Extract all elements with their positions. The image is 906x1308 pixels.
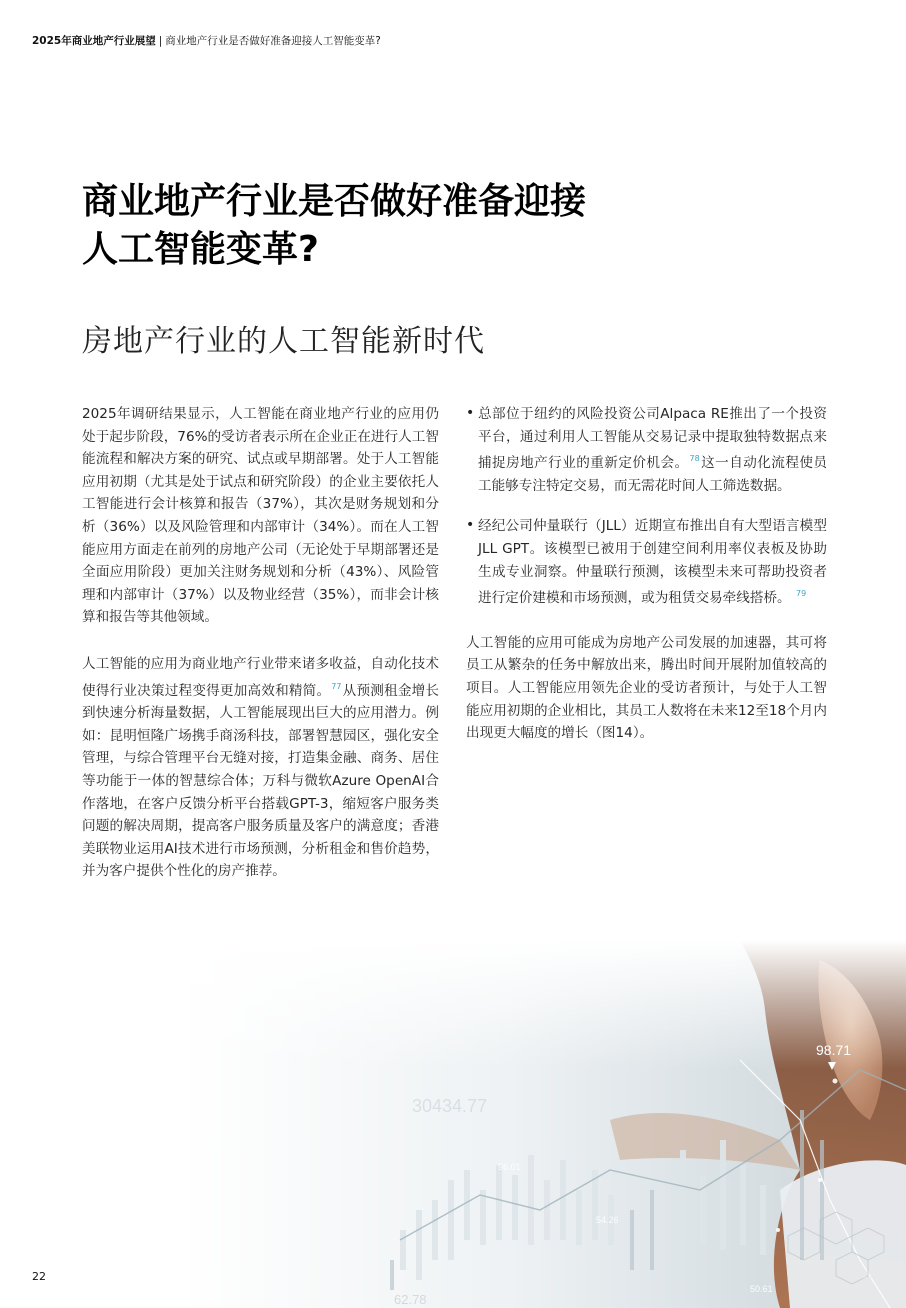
paragraph-ai-benefits	[82, 653, 439, 883]
paragraph-survey-results: 2025年调研结果显示，人工智能在商业地产行业的应用仍处于起步阶段，76%的受访者表示所在企业正在进行人工智能流程和解决方案的研究、试点或早期部署。处于人工智能应用初期（尤其是处于试点和研究阶段）的企业主要依托人工智能进行会计核算和报告（37%），其次是财务规划和分析（36%）以及风险管理和内部审计（34%）。而在人工智能应用方面走在前列的房地产公司（无论处于早期部署还是全面应用阶段）更加关注财务规划和分析（43%）、风险管理和内部审计（37%）以及物业经营（35%），而非会计核算和报告等其他领域。	[82, 406, 439, 626]
hero-label-e: 50.61	[750, 1284, 773, 1294]
paragraph-ai-accelerator: 人工智能的应用可能成为房地产公司发展的加速器，其可将员工从繁杂的任务中解放出来，腾出时间开展附加值较高的项目。人工智能应用领先企业的受访者预计，与处于人工智能应用初期的企业相比，其员工人数将在未来12至18个月内出现更大幅度的增长（图14）。	[466, 634, 827, 742]
list-item-jll	[466, 515, 827, 609]
page-title	[82, 178, 682, 274]
right-column	[466, 403, 827, 769]
publication-title: 2025年商业地产行业展望	[32, 35, 156, 47]
left-column	[82, 403, 439, 907]
running-header	[32, 33, 381, 48]
hero-label-c: 96.01	[498, 1162, 521, 1172]
hero-label-a: 98.71	[816, 1042, 852, 1058]
examples-list	[466, 403, 827, 610]
list-item-text: 经纪公司仲量联行（JLL）近期宣布推出自有大型语言模型JLL GPT。该模型已被用于创建空间利用率仪表板及协助生成专业洞察。仲量联行预测，该模型未来可帮助投资者进行定价建模和市场预测，或为租赁交易牵线搭桥。	[478, 518, 827, 607]
hero-label-g: 21.34	[862, 1269, 890, 1281]
footnote-ref-78[interactable]: 78	[689, 454, 700, 464]
list-item-text: 这一自动化流程使员工能够专注特定交易，而无需花时间人工筛选数据。	[478, 455, 828, 494]
title-line-2: 人工智能变革?	[82, 229, 319, 270]
list-item-alpaca	[466, 403, 827, 497]
page-subtitle: 房地产行业的人工智能新时代	[82, 324, 485, 359]
hero-label-b: 30434.77	[412, 1096, 488, 1116]
hero-label-f: 62.78	[394, 1292, 427, 1307]
hero-label-d: 54.26	[596, 1215, 619, 1225]
title-line-1: 商业地产行业是否做好准备迎接	[82, 181, 587, 222]
hero-image-ai-trading	[180, 940, 906, 1308]
list-item-text: 总部位于纽约的风险投资公司Alpaca RE推出了一个投资平台，通过利用人工智能从交易记录中提取独特数据点来捕捉房地产行业的重新定价机会。	[478, 406, 827, 472]
page-number: 22	[32, 1270, 46, 1283]
paragraph-text: 从预测租金增长到快速分析海量数据，人工智能展现出巨大的应用潜力。例如：昆明恒隆广场携手商汤科技，部署智慧园区，强化安全管理，与综合管理平台无缝对接，打造集金融、商务、居住等功能于一体的智慧综合体；万科与微软Azure OpenAI合作落地，在客户反馈分析平台搭载GPT-3，缩短客户服务类问题的解决周期，提高客户服务质量及客户的满意度；香港美联物业运用AI技术进行市场预测，分析租金和售价趋势，并为客户提供个性化的房产推荐。	[82, 682, 440, 880]
footnote-ref-79[interactable]: 79	[795, 589, 807, 599]
paragraph-text: 人工智能的应用为商业地产行业带来诸多收益，自动化技术使得行业决策过程变得更加高效和精简。	[82, 655, 439, 699]
section-title: 商业地产行业是否做好准备迎接人工智能变革?	[165, 35, 381, 47]
footnote-ref-77[interactable]: 77	[331, 681, 342, 691]
header-separator: |	[158, 35, 163, 47]
